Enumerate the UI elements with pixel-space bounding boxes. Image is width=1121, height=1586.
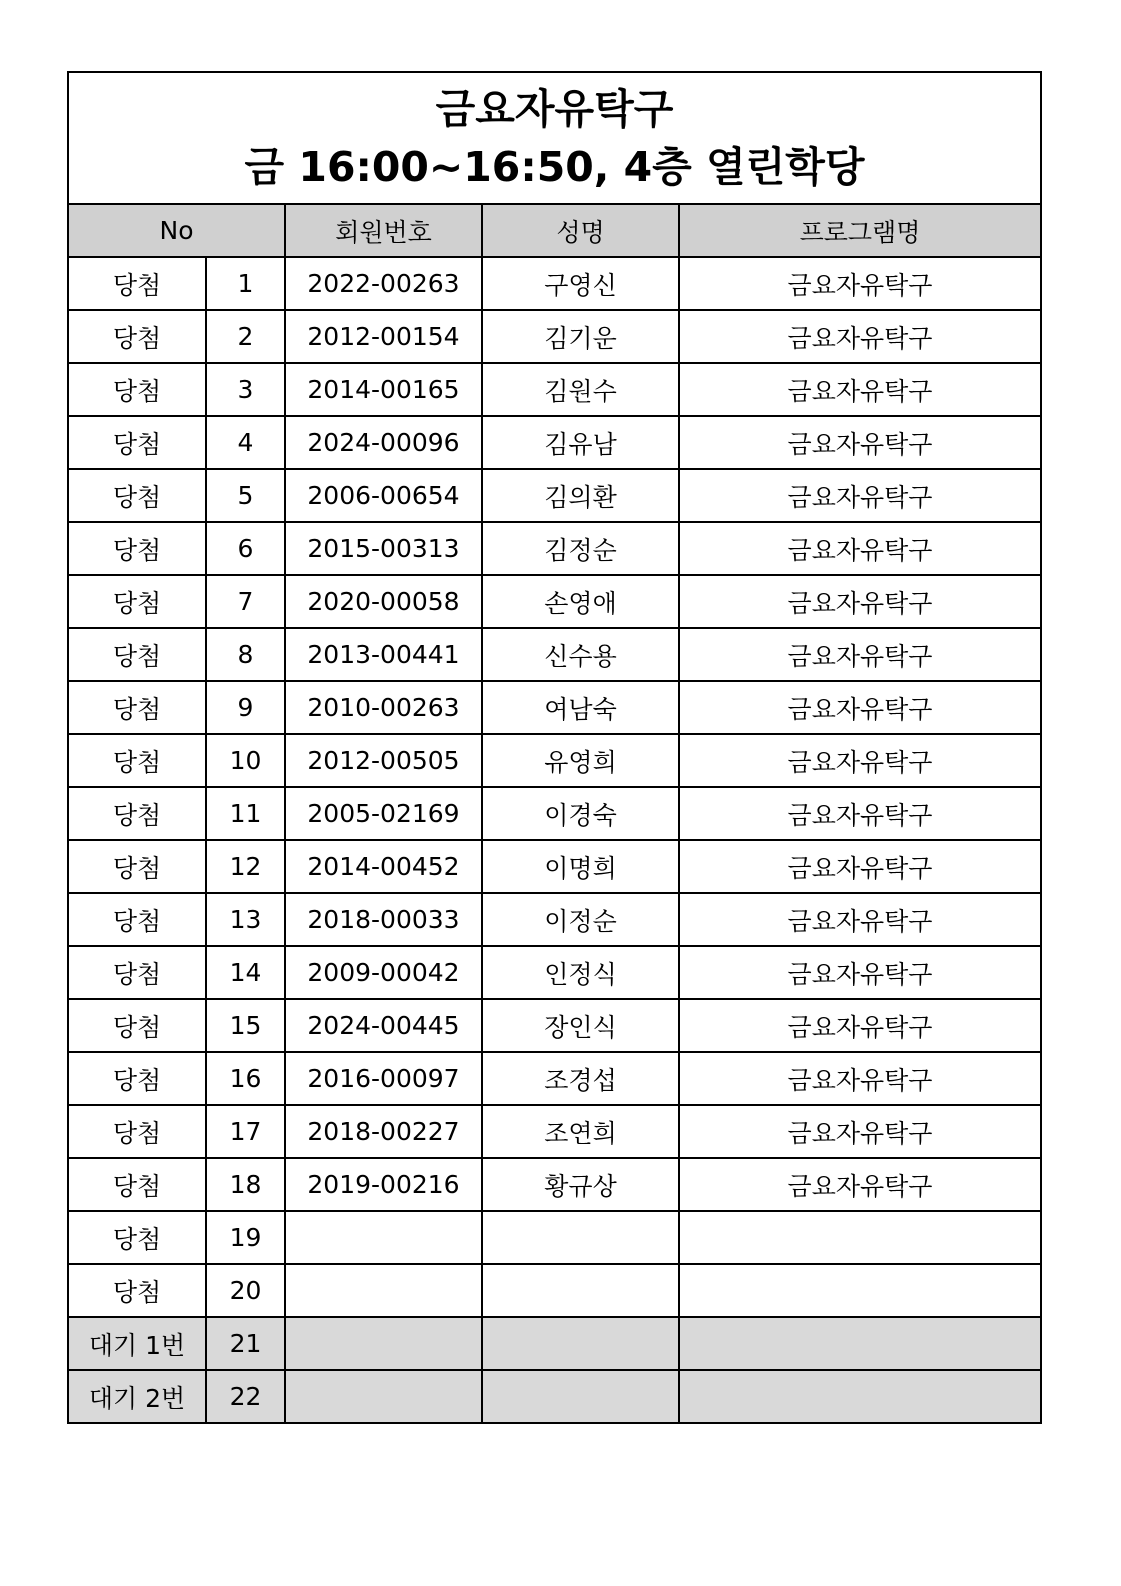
cell-no: 7 xyxy=(206,575,285,628)
cell-no: 3 xyxy=(206,363,285,416)
cell-status: 당첨 xyxy=(68,469,206,522)
cell-name: 장인식 xyxy=(482,999,679,1052)
lottery-result-table xyxy=(67,71,1042,1424)
cell-no: 16 xyxy=(206,1052,285,1105)
cell-name: 구영신 xyxy=(482,257,679,310)
title-program: 금요자유탁구 xyxy=(435,85,674,133)
cell-status: 당첨 xyxy=(68,257,206,310)
cell-program: 금요자유탁구 xyxy=(679,257,1041,310)
cell-no: 4 xyxy=(206,416,285,469)
table-row xyxy=(68,787,1041,840)
cell-member-id: 2024-00445 xyxy=(285,999,482,1052)
cell-status: 당첨 xyxy=(68,416,206,469)
cell-member-id xyxy=(285,1370,482,1423)
cell-member-id: 2009-00042 xyxy=(285,946,482,999)
cell-member-id: 2016-00097 xyxy=(285,1052,482,1105)
table-row xyxy=(68,681,1041,734)
cell-name: 김원수 xyxy=(482,363,679,416)
table-row xyxy=(68,999,1041,1052)
cell-program: 금요자유탁구 xyxy=(679,1158,1041,1211)
cell-program: 금요자유탁구 xyxy=(679,787,1041,840)
cell-name: 조경섭 xyxy=(482,1052,679,1105)
cell-status: 대기 1번 xyxy=(68,1317,206,1370)
cell-program: 금요자유탁구 xyxy=(679,310,1041,363)
cell-program: 금요자유탁구 xyxy=(679,575,1041,628)
cell-status: 당첨 xyxy=(68,1105,206,1158)
cell-member-id xyxy=(285,1211,482,1264)
cell-status: 당첨 xyxy=(68,946,206,999)
table-body xyxy=(68,257,1041,1423)
column-header-member-id: 회원번호 xyxy=(285,204,482,257)
cell-status: 당첨 xyxy=(68,787,206,840)
cell-member-id: 2020-00058 xyxy=(285,575,482,628)
cell-status: 당첨 xyxy=(68,1158,206,1211)
cell-name: 유영희 xyxy=(482,734,679,787)
table-row xyxy=(68,469,1041,522)
table-row xyxy=(68,1211,1041,1264)
cell-member-id: 2019-00216 xyxy=(285,1158,482,1211)
cell-name: 손영애 xyxy=(482,575,679,628)
cell-member-id xyxy=(285,1317,482,1370)
column-header-program: 프로그램명 xyxy=(679,204,1041,257)
table-row xyxy=(68,363,1041,416)
cell-no: 10 xyxy=(206,734,285,787)
cell-program: 금요자유탁구 xyxy=(679,1052,1041,1105)
cell-no: 21 xyxy=(206,1317,285,1370)
cell-program: 금요자유탁구 xyxy=(679,840,1041,893)
cell-no: 18 xyxy=(206,1158,285,1211)
title-schedule: 금 16:00~16:50, 4층 열린학당 xyxy=(244,143,865,191)
cell-status: 당첨 xyxy=(68,681,206,734)
cell-status: 당첨 xyxy=(68,363,206,416)
cell-member-id: 2005-02169 xyxy=(285,787,482,840)
cell-member-id: 2012-00154 xyxy=(285,310,482,363)
cell-no: 12 xyxy=(206,840,285,893)
cell-no: 8 xyxy=(206,628,285,681)
table-row xyxy=(68,1105,1041,1158)
cell-program: 금요자유탁구 xyxy=(679,628,1041,681)
cell-name xyxy=(482,1211,679,1264)
cell-member-id: 2022-00263 xyxy=(285,257,482,310)
cell-status: 당첨 xyxy=(68,522,206,575)
cell-status: 당첨 xyxy=(68,1211,206,1264)
cell-no: 17 xyxy=(206,1105,285,1158)
cell-member-id: 2013-00441 xyxy=(285,628,482,681)
cell-name xyxy=(482,1370,679,1423)
page-title xyxy=(68,72,1041,204)
cell-status: 당첨 xyxy=(68,1264,206,1317)
cell-no: 13 xyxy=(206,893,285,946)
cell-name: 이경숙 xyxy=(482,787,679,840)
cell-member-id: 2018-00033 xyxy=(285,893,482,946)
cell-name: 조연희 xyxy=(482,1105,679,1158)
cell-member-id: 2006-00654 xyxy=(285,469,482,522)
cell-status: 당첨 xyxy=(68,734,206,787)
cell-program: 금요자유탁구 xyxy=(679,946,1041,999)
cell-name: 이정순 xyxy=(482,893,679,946)
cell-no: 20 xyxy=(206,1264,285,1317)
cell-program: 금요자유탁구 xyxy=(679,363,1041,416)
cell-program xyxy=(679,1211,1041,1264)
cell-no: 6 xyxy=(206,522,285,575)
cell-member-id: 2012-00505 xyxy=(285,734,482,787)
table-row xyxy=(68,1370,1041,1423)
cell-program xyxy=(679,1264,1041,1317)
table-row xyxy=(68,1158,1041,1211)
cell-program xyxy=(679,1317,1041,1370)
cell-name: 김정순 xyxy=(482,522,679,575)
cell-program: 금요자유탁구 xyxy=(679,416,1041,469)
cell-status: 당첨 xyxy=(68,893,206,946)
cell-no: 5 xyxy=(206,469,285,522)
cell-name: 김의환 xyxy=(482,469,679,522)
table-row xyxy=(68,522,1041,575)
column-header-name: 성명 xyxy=(482,204,679,257)
cell-member-id: 2014-00452 xyxy=(285,840,482,893)
cell-program: 금요자유탁구 xyxy=(679,1105,1041,1158)
cell-status: 당첨 xyxy=(68,1052,206,1105)
cell-member-id: 2014-00165 xyxy=(285,363,482,416)
table-row xyxy=(68,893,1041,946)
table-row xyxy=(68,257,1041,310)
table-row xyxy=(68,310,1041,363)
cell-name: 신수용 xyxy=(482,628,679,681)
cell-program xyxy=(679,1370,1041,1423)
cell-name: 김기운 xyxy=(482,310,679,363)
cell-status: 당첨 xyxy=(68,999,206,1052)
cell-program: 금요자유탁구 xyxy=(679,469,1041,522)
table-row xyxy=(68,1052,1041,1105)
cell-status: 당첨 xyxy=(68,310,206,363)
cell-no: 22 xyxy=(206,1370,285,1423)
cell-name: 인정식 xyxy=(482,946,679,999)
cell-status: 당첨 xyxy=(68,840,206,893)
table-row xyxy=(68,734,1041,787)
table-row xyxy=(68,1317,1041,1370)
cell-name: 이명희 xyxy=(482,840,679,893)
cell-program: 금요자유탁구 xyxy=(679,681,1041,734)
cell-name: 여남숙 xyxy=(482,681,679,734)
cell-member-id xyxy=(285,1264,482,1317)
cell-member-id: 2015-00313 xyxy=(285,522,482,575)
cell-name xyxy=(482,1317,679,1370)
table-header-row xyxy=(68,204,1041,257)
table-row xyxy=(68,1264,1041,1317)
cell-program: 금요자유탁구 xyxy=(679,893,1041,946)
cell-status: 대기 2번 xyxy=(68,1370,206,1423)
table-row xyxy=(68,575,1041,628)
cell-program: 금요자유탁구 xyxy=(679,522,1041,575)
cell-no: 19 xyxy=(206,1211,285,1264)
cell-name: 김유남 xyxy=(482,416,679,469)
cell-member-id: 2010-00263 xyxy=(285,681,482,734)
table-row xyxy=(68,840,1041,893)
cell-status: 당첨 xyxy=(68,575,206,628)
table-row xyxy=(68,946,1041,999)
cell-no: 11 xyxy=(206,787,285,840)
cell-no: 2 xyxy=(206,310,285,363)
cell-program: 금요자유탁구 xyxy=(679,734,1041,787)
cell-member-id: 2024-00096 xyxy=(285,416,482,469)
cell-no: 15 xyxy=(206,999,285,1052)
cell-status: 당첨 xyxy=(68,628,206,681)
cell-name xyxy=(482,1264,679,1317)
cell-member-id: 2018-00227 xyxy=(285,1105,482,1158)
cell-program: 금요자유탁구 xyxy=(679,999,1041,1052)
cell-name: 황규상 xyxy=(482,1158,679,1211)
cell-no: 1 xyxy=(206,257,285,310)
cell-no: 14 xyxy=(206,946,285,999)
table-row xyxy=(68,416,1041,469)
table-row xyxy=(68,628,1041,681)
column-header-no: No xyxy=(68,204,285,257)
cell-no: 9 xyxy=(206,681,285,734)
